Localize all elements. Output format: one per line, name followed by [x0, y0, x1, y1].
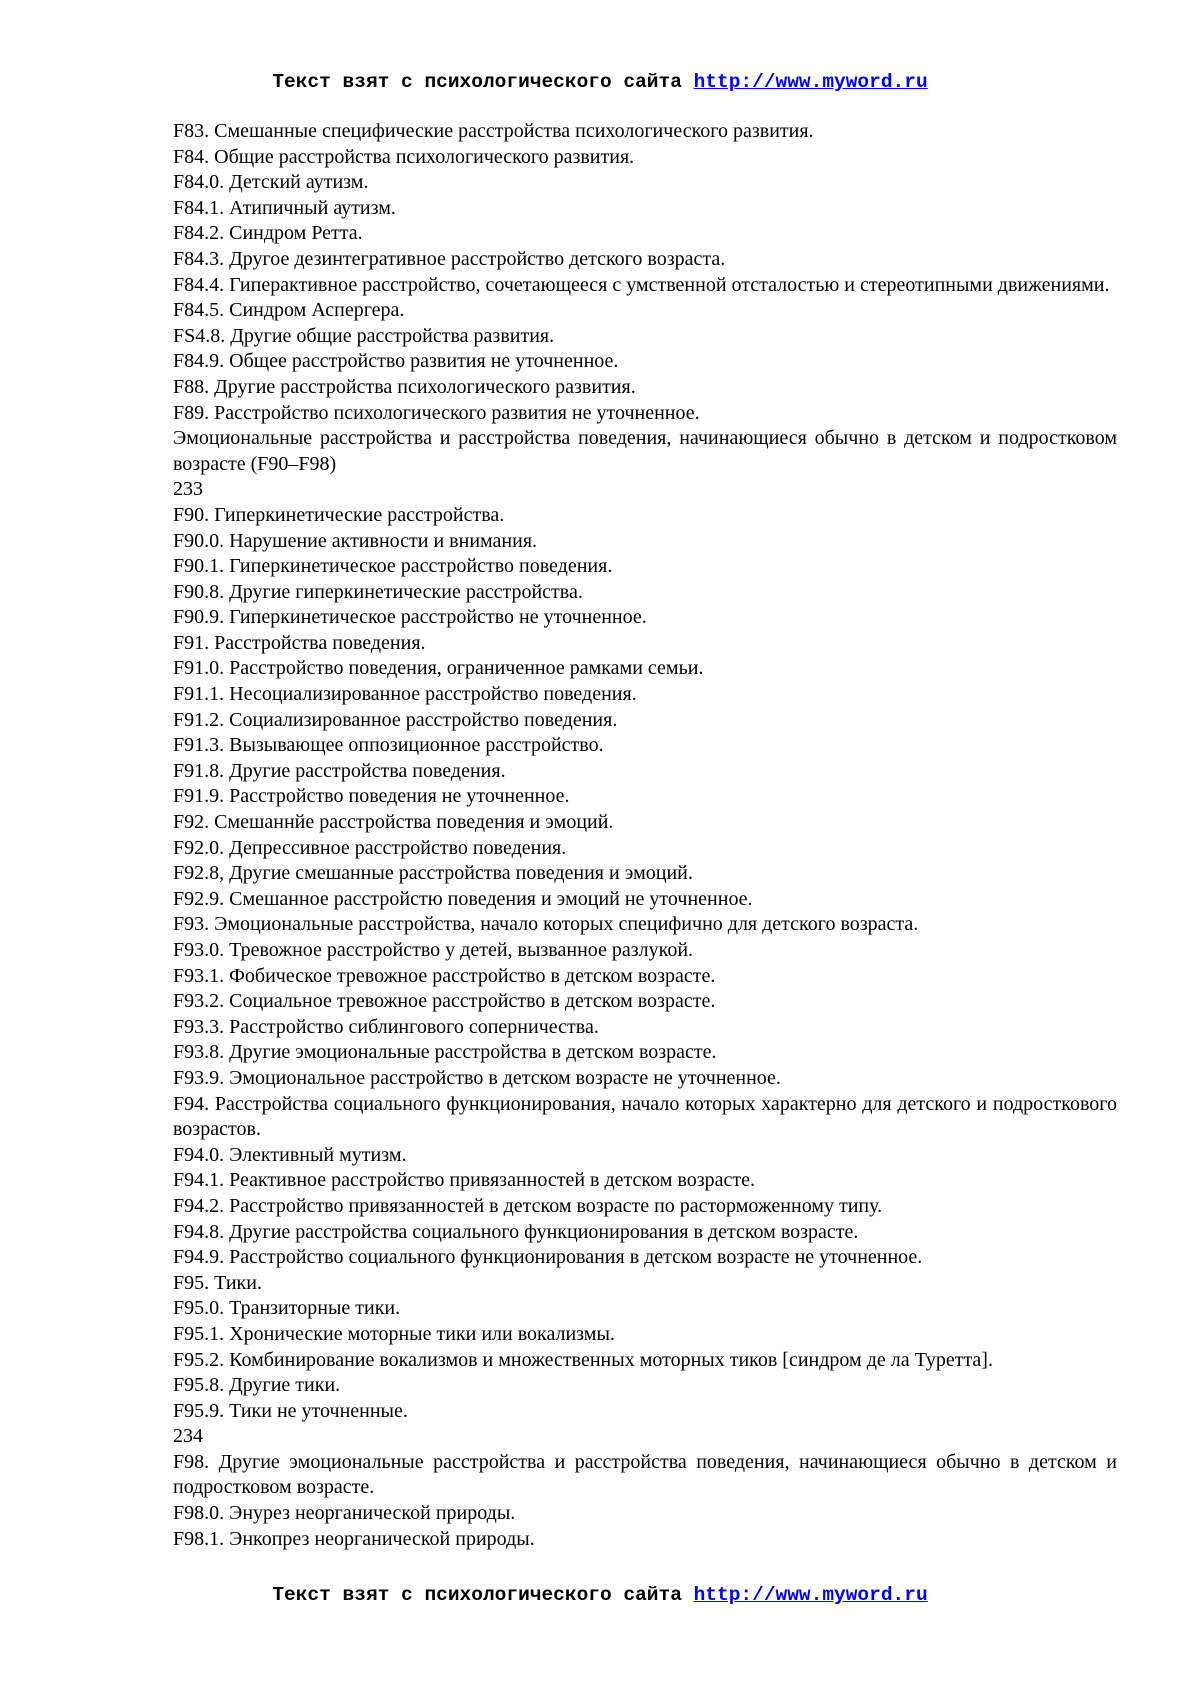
text-line: F93.8. Другие эмоциональные расстройства в детском возрасте.	[173, 1041, 717, 1064]
text-line: F89. Расстройство психологического развития не уточненное.	[173, 401, 700, 424]
text-line: F84.2. Синдром Ретта.	[173, 222, 363, 245]
text-paragraph: F84.4. Гиперактивное расстройство, сочетающееся с умственной отсталостью и стереотипными движениями.	[173, 273, 1110, 296]
text-line: F91.9. Расстройство поведения не уточненное.	[173, 785, 570, 808]
text-line: F92.0. Депрессивное расстройство поведения.	[173, 836, 567, 859]
text-line: F93.3. Расстройство сиблингового соперничества.	[173, 1015, 599, 1038]
page-number: 233	[173, 478, 203, 501]
text-line: F95.2. Комбинирование вокализмов и множественных моторных тиков [синдром де ла Туретта].	[173, 1348, 993, 1371]
text-line: F83. Смешанные специфические расстройства психологического развития.	[173, 120, 814, 142]
text-line: F91.8. Другие расстройства поведения.	[173, 759, 506, 782]
text-line: F93.2. Социальное тревожное расстройство в детском возрасте.	[173, 990, 716, 1013]
text-line: F91.3. Вызывающее оппозиционное расстройство.	[173, 734, 604, 757]
section-heading: Эмоциональные расстройства и расстройства поведения, начинающиеся обычно в детском и подростковом возрасте (F90–F98)	[173, 427, 1117, 475]
text-line: F92.8, Другие смешанные расстройства поведения и эмоций.	[173, 862, 693, 885]
text-line: F94.8. Другие расстройства социального функционирования в детском возрасте.	[173, 1220, 859, 1243]
text-line: F95.9. Тики не уточненные.	[173, 1399, 408, 1422]
text-paragraph: F98. Другие эмоциональные расстройства и расстройства поведения, начинающиеся обычно в детском и подростковом возрасте.	[173, 1450, 1117, 1499]
text-line: F93.0. Тревожное расстройство у детей, вызванное разлукой.	[173, 939, 694, 961]
text-line: F90.9. Гиперкинетическое расстройство не уточненное.	[173, 606, 647, 629]
text-line: F84. Общие расстройства психологического развития.	[173, 145, 635, 168]
text-line: F84.3. Другое дезинтегративное расстройство детского возраста.	[173, 247, 726, 270]
text-line: F91.2. Социализированное расстройство поведения.	[173, 708, 618, 731]
text-line: F94.2. Расстройство привязанностей в детском возрасте по расторможенному типу.	[173, 1194, 883, 1217]
text-line: F95.1. Хронические моторные тики или вокализмы.	[173, 1322, 615, 1345]
footer-text: Текст взят с психологического сайта	[272, 1584, 694, 1606]
header-site-link[interactable]: http://www.myword.ru	[693, 71, 928, 93]
text-line: F84.0. Детский аутизм.	[173, 171, 369, 194]
text-line: F91. Расстройства поведения.	[173, 631, 426, 654]
text-paragraph: F94. Расстройства социального функционирования, начало которых характерно для детского и подросткового возрастов.	[173, 1092, 1117, 1141]
text-line: F94.0. Элективный мутизм.	[173, 1143, 407, 1166]
text-line: F90.0. Нарушение активности и внимания.	[173, 529, 538, 552]
text-line: F93. Эмоциональные расстройства, начало которых специфично для детского возраста.	[173, 913, 919, 936]
text-line: F94.1. Реактивное расстройство привязанностей в детском возрасте.	[173, 1169, 755, 1192]
header-text: Текст взят с психологического сайта	[272, 71, 694, 93]
text-line: F94.9. Расстройство социального функционирования в детском возрасте не уточненное.	[173, 1246, 923, 1269]
page-number: 234	[173, 1425, 203, 1448]
text-line: F91.0. Расстройство поведения, ограниченное рамками семьи.	[173, 657, 704, 680]
text-line: F98.1. Энкопрез неорганической природы.	[173, 1527, 535, 1550]
text-line: FS4.8. Другие общие расстройства развития.	[173, 324, 555, 347]
text-line: F90.8. Другие гиперкинетические расстройства.	[173, 580, 583, 603]
text-line: F84.5. Синдром Аспергера.	[173, 299, 405, 322]
text-line: F92. Смешаннйе расстройства поведения и эмоций.	[173, 811, 614, 834]
text-line: F95.0. Транзиторные тики.	[173, 1297, 401, 1320]
text-line: F88. Другие расстройства психологического развития.	[173, 375, 636, 398]
text-line: F95.8. Другие тики.	[173, 1374, 341, 1397]
page-footer	[0, 1583, 1200, 1607]
text-line: F91.1. Несоциализированное расстройство поведения.	[173, 683, 637, 706]
text-line: F90.1. Гиперкинетическое расстройство поведения.	[173, 555, 613, 578]
page-header	[0, 70, 1200, 94]
text-line: F92.9. Смешанное расстройстю поведения и эмоций не уточненное.	[173, 887, 753, 910]
text-line: F93.9. Эмоциональное расстройство в детском возрасте не уточненное.	[173, 1066, 781, 1089]
footer-site-link[interactable]: http://www.myword.ru	[693, 1584, 928, 1606]
text-line: F84.9. Общее расстройство развития не уточненное.	[173, 350, 619, 373]
text-line: F84.1. Атипичный аутизм.	[173, 196, 396, 219]
text-line: F93.1. Фобическое тревожное расстройство в детском возрасте.	[173, 964, 716, 987]
text-line: F95. Тики.	[173, 1271, 262, 1294]
text-line: F98.0. Энурез неорганической природы.	[173, 1502, 516, 1525]
text-line: F90. Гиперкинетические расстройства.	[173, 503, 505, 526]
document-body	[173, 119, 1117, 1552]
